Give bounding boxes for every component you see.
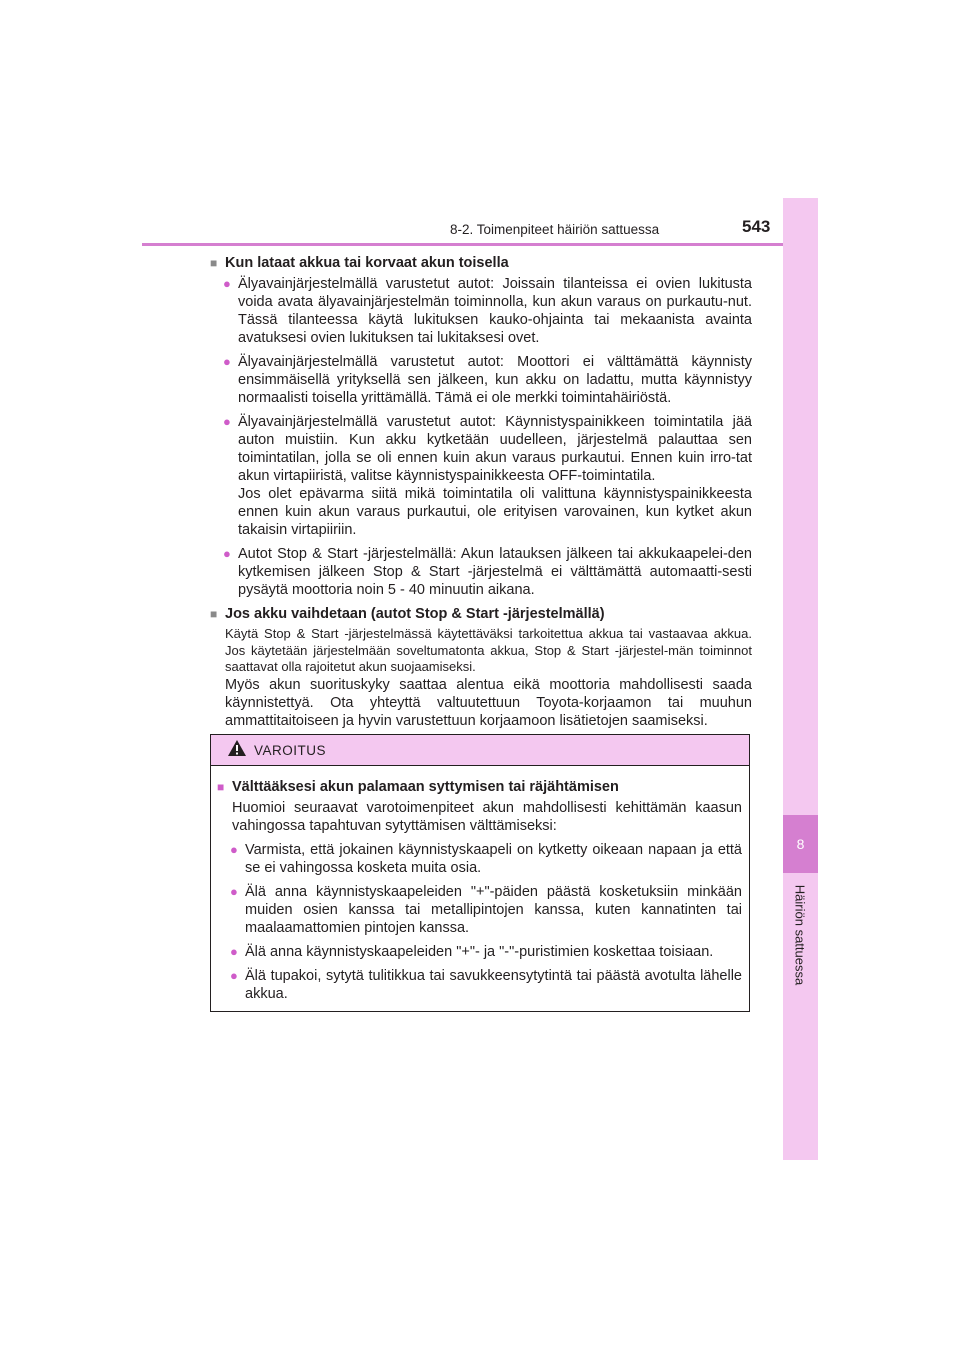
list-item-text: Jos olet epävarma siitä mikä toimintatila oli valittuna käynnistyspainikkeesta ennen kuin akun varaus purkautui, ole erityisen varovainen, kun kytket akun takaisin virtapiiriin. [238,486,752,538]
circle-bullet-icon: ● [230,944,238,959]
list-item-text: Varmista, että jokainen käynnistyskaapeli on kytketty oikeaan napaan ja että se ei vahingossa kosketa muita osia. [245,842,742,876]
section-heading [210,605,752,623]
warning-heading [217,778,742,796]
circle-bullet-icon: ● [230,884,238,899]
list-item-text: Älä tupakoi, sytytä tulitikkua tai savukkeensytytintä tai päästä avotulta lähelle akkua. [245,968,742,1002]
square-icon: ■ [217,780,225,794]
circle-bullet-icon: ● [223,276,231,291]
warning-header [211,735,749,766]
list-item [223,275,752,347]
running-header: 8-2. Toimenpiteet häiriön sattuessa [450,222,660,237]
chapter-side-tab[interactable] [783,198,818,1160]
list-item-text: Älä anna käynnistyskaapeleiden "+"-päiden päästä kosketuksiin minkään muiden osien kanssa tai metallipintojen kanssa, kuten kannatinten tai maalaamattomien pintojen kanssa. [245,884,742,936]
circle-bullet-icon: ● [223,414,231,429]
warning-intro: Huomioi seuraavat varotoimenpiteet akun mahdollisesti kehittämän kaasun vahingossa tapahtuvan sytyttämisen välttämiseksi: [232,800,742,834]
circle-bullet-icon: ● [223,546,231,561]
section-heading [210,254,752,272]
list-item [223,545,752,599]
circle-bullet-icon: ● [230,842,238,857]
warning-heading-text: Välttääksesi akun palamaan syttymisen tai räjähtämisen [232,779,619,795]
warning-triangle-icon [227,739,247,762]
list-item-text: Älyavainjärjestelmällä varustetut autot: Joissain tilanteissa ei ovien lukitusta voida avata älyavainjärjestelmän toiminnolla, kun akun varaus on purkautu-nut. Tässä tilanteessa käytä lukituksen kauko-ohjainta tai mekaanista avainta avatuksesi ovien lukituksen tai lukitaksesi ovet. [238,276,752,346]
circle-bullet-icon: ● [223,354,231,369]
chapter-label: Häiriön sattuessa [792,884,808,986]
list-item-text: Älyavainjärjestelmällä varustetut autot: Käynnistyspainikkeen toimintatila jää auton muistiin. Kun akku kytketään uudelleen, järjestelmä palauttaa sen toimintatilan, jolla se oli ennen kuin akun varaus purkautui. Ennen kuin irro-tat akun virtapiiristä, valitse käynnistyspainikkeesta OFF-toimintatila. [238,414,752,484]
section-heading-text: Kun lataat akkua tai korvaat akun toisella [225,255,509,271]
list-item [230,841,742,877]
square-icon: ■ [210,607,218,621]
section-heading-text: Jos akku vaihdetaan (autot Stop & Start -järjestelmällä) [225,606,605,622]
list-item [223,353,752,407]
note-text: Käytä Stop & Start -järjestelmässä käytettäväksi tarkoitettua akkua tai vastaavaa akkua. Jos käytetään järjestelmään soveltumatonta akkua, Stop & Start -järjestel-män toiminnot saattavat olla rajoitetut akun suojaamiseksi. [225,626,752,674]
list-item-text: Autot Stop & Start -järjestelmällä: Akun latauksen jälkeen tai akkukaapelei-den kytkemisen jälkeen Stop & Start -järjestelmä ei välttämättä automaatti-sesti pysäytä moottoria noin 5 - 40 minuutin aikana. [238,546,752,598]
page-number: 543 [742,217,771,236]
list-item [230,967,742,1003]
list-item-text: Älyavainjärjestelmällä varustetut autot: Moottori ei välttämättä käynnisty ensimmäisellä yrityksellä sen jälkeen, kun akku on ladattu, mutta käynnistyy normaalisti toisella yrittämällä. Tämä ei ole merkki toimintahäiriöstä. [238,354,752,406]
main-content [210,254,752,730]
square-icon: ■ [210,256,218,270]
body-paragraph: Myös akun suorituskyky saattaa alentua eikä moottoria mahdollisesti saada käynnistettyä. Ota yhteyttä valtuutettuun Toyota-korjaamon tai muuhun ammattitaitoiseen ja hyvin varustettuun korjaamoon lisätietojen saamiseksi. [225,676,752,729]
list-item [230,883,742,937]
list-item-text: Älä anna käynnistyskaapeleiden "+"- ja "-"-puristimien koskettaa toisiaan. [245,944,714,960]
warning-title: VAROITUS [254,742,327,758]
circle-bullet-icon: ● [230,968,238,983]
header-rule [142,243,818,246]
warning-body [211,766,749,1003]
list-item [223,413,752,539]
chapter-number: 8 [796,836,805,852]
warning-box [210,734,750,1012]
list-item [230,943,742,961]
chapter-number-box[interactable] [783,815,818,873]
